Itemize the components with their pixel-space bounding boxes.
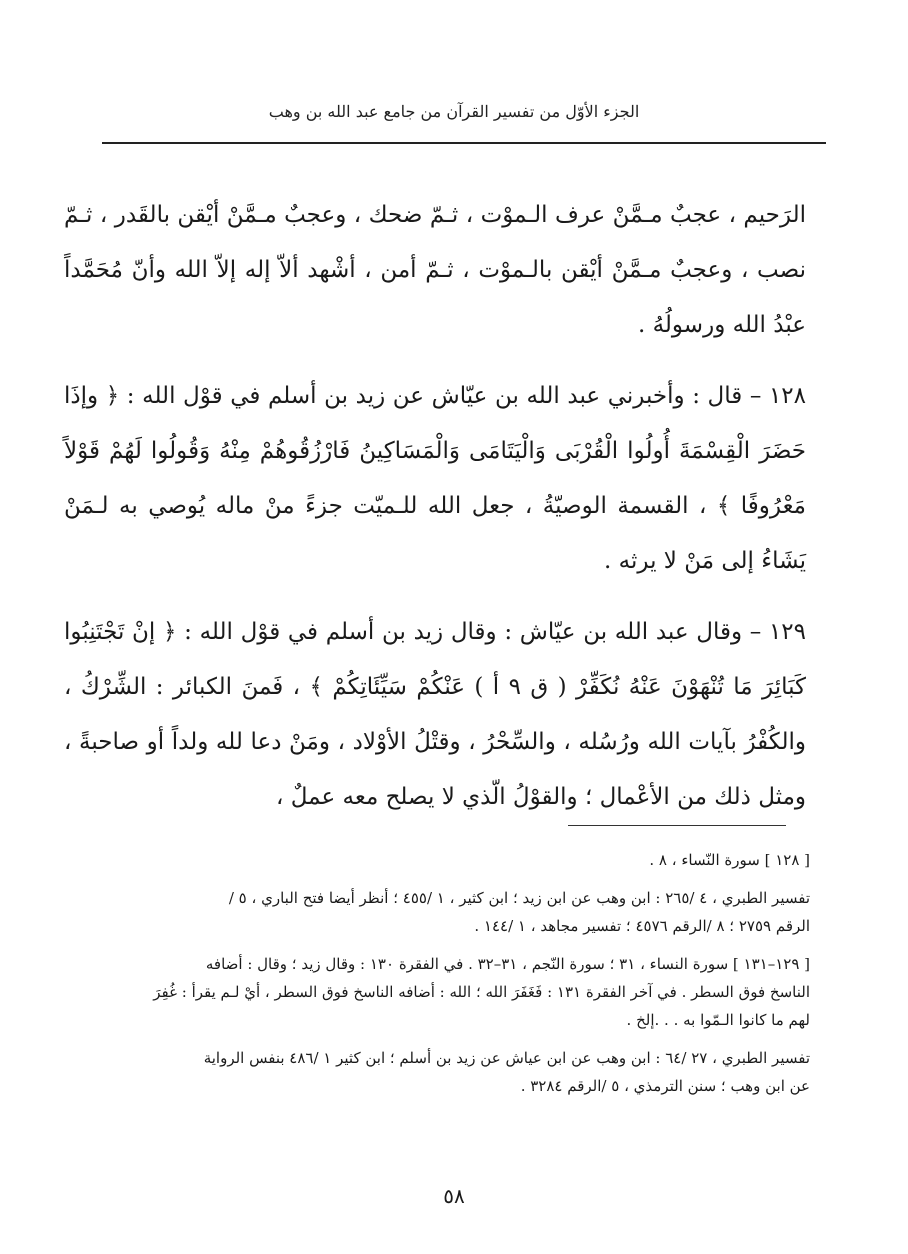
footnote-line: الرقم ٢٧٥٩ ؛ ٨ /الرقم ٤٥٧٦ ؛ تفسير مجاهد ، ١ /١٤٤ . [474, 917, 810, 935]
footnote-128-source [92, 846, 810, 874]
footnote-129-refs [92, 1044, 810, 1100]
footnote-128-refs [92, 884, 810, 940]
footnote-line: عن ابن وهب ؛ سنن الترمذي ، ٥ /الرقم ٣٢٨٤ . [520, 1077, 810, 1095]
footnote-line: الناسخ فوق السطر . في آخر الفقرة ١٣١ : فَغَفَرَ الله ؛ الله : أضافه الناسخ فوق السطر ، أيْ لـم يقرأ : غُفِرَ [153, 983, 810, 1001]
footnote-line: [ ١٢٩–١٣١ ] سورة النساء ، ٣١ ؛ سورة النّجم ، ٣١–٣٢ . في الفقرة ١٣٠ : وقال زيد ؛ وقال : أضافه [205, 955, 810, 973]
page-number: ٥٨ [443, 1184, 465, 1208]
footnote-line: [ ١٢٨ ] سورة النّساء ، ٨ . [649, 851, 810, 869]
footnote-line: لهم ما كانوا الـمّوا به . . .إلخ . [626, 1011, 810, 1029]
main-text [64, 188, 806, 825]
footnote-line: تفسير الطبري ، ٢٧ /٦٤ : ابن وهب عن ابن عياش عن زيد بن أسلم ؛ ابن كثير ١ /٤٨٦ بنفس الرواية [203, 1049, 810, 1067]
paragraph-128: ١٢٨ – قال : وأخبرني عبد الله بن عيّاش عن زيد بن أسلم في قوْل الله : ﴿ وإذَا حَضَرَ الْقِسْمَةَ أُولُوا الْقُرْبَى وَالْيَتَامَى وَالْمَسَاكِينُ فَارْزُقُوهُمْ مِنْهُ وَقُولُوا لَهُمْ قَوْلاً مَعْرُوفًا ﴾ ، القسمة الوصيّةُ ، جعل الله للـميّت جزءً منْ ماله يُوصي به لـمَنْ يَشَاءُ إلى مَنْ لا يرثه . [64, 383, 806, 574]
paragraph-129: ١٢٩ – وقال عبد الله بن عيّاش : وقال زيد بن أسلم في قوْل الله : ﴿ إنْ تَجْتَنِبُوا كَبَائِرَ مَا تُنْهَوْنَ عَنْهُ نُكَفِّرْ ( ق ٩ أ ) عَنْكُمْ سَيِّئَاتِكُمْ ﴾ ، فَمنَ الكبائر : الشِّرْكُ ، والكُفْرُ بآيات الله ورُسُله ، والسِّحْرُ ، وقتْلُ الأوْلاد ، ومَنْ دعا لله ولداً أو صاحبةً ، ومثل ذلك من الأعْمال ؛ والقوْلُ الّذي لا يصلح معه عملٌ ، [64, 619, 807, 810]
footnote-129-source [92, 950, 810, 1034]
footnote-line: تفسير الطبري ، ٤ /٢٦٥ : ابن وهب عن ابن زيد ؛ ابن كثير ، ١ /٤٥٥ ؛ أنظر أيضا فتح الباري ، ٥ / [228, 889, 810, 907]
footnote-separator [568, 825, 786, 826]
running-header: الجزء الأوّل من تفسير القرآن من جامع عبد الله بن وهب [268, 102, 640, 121]
header-rule [102, 142, 826, 144]
paragraph-continuation: الرَحيم ، عجبٌ مـمَّنْ عرف الـموْت ، ثـمّ ضحك ، وعجبٌ مـمَّنْ أيْقن بالقَدر ، ثـمّ نصب ، وعجبٌ مـمَّنْ أيْقن بالـموْت ، ثـمّ أمن ، أشْهد ألاّ إله إلاّ الله وأنّ مُحَمَّداً عبْدُ الله ورسولُهُ . [64, 202, 806, 338]
footnotes [92, 846, 810, 1110]
